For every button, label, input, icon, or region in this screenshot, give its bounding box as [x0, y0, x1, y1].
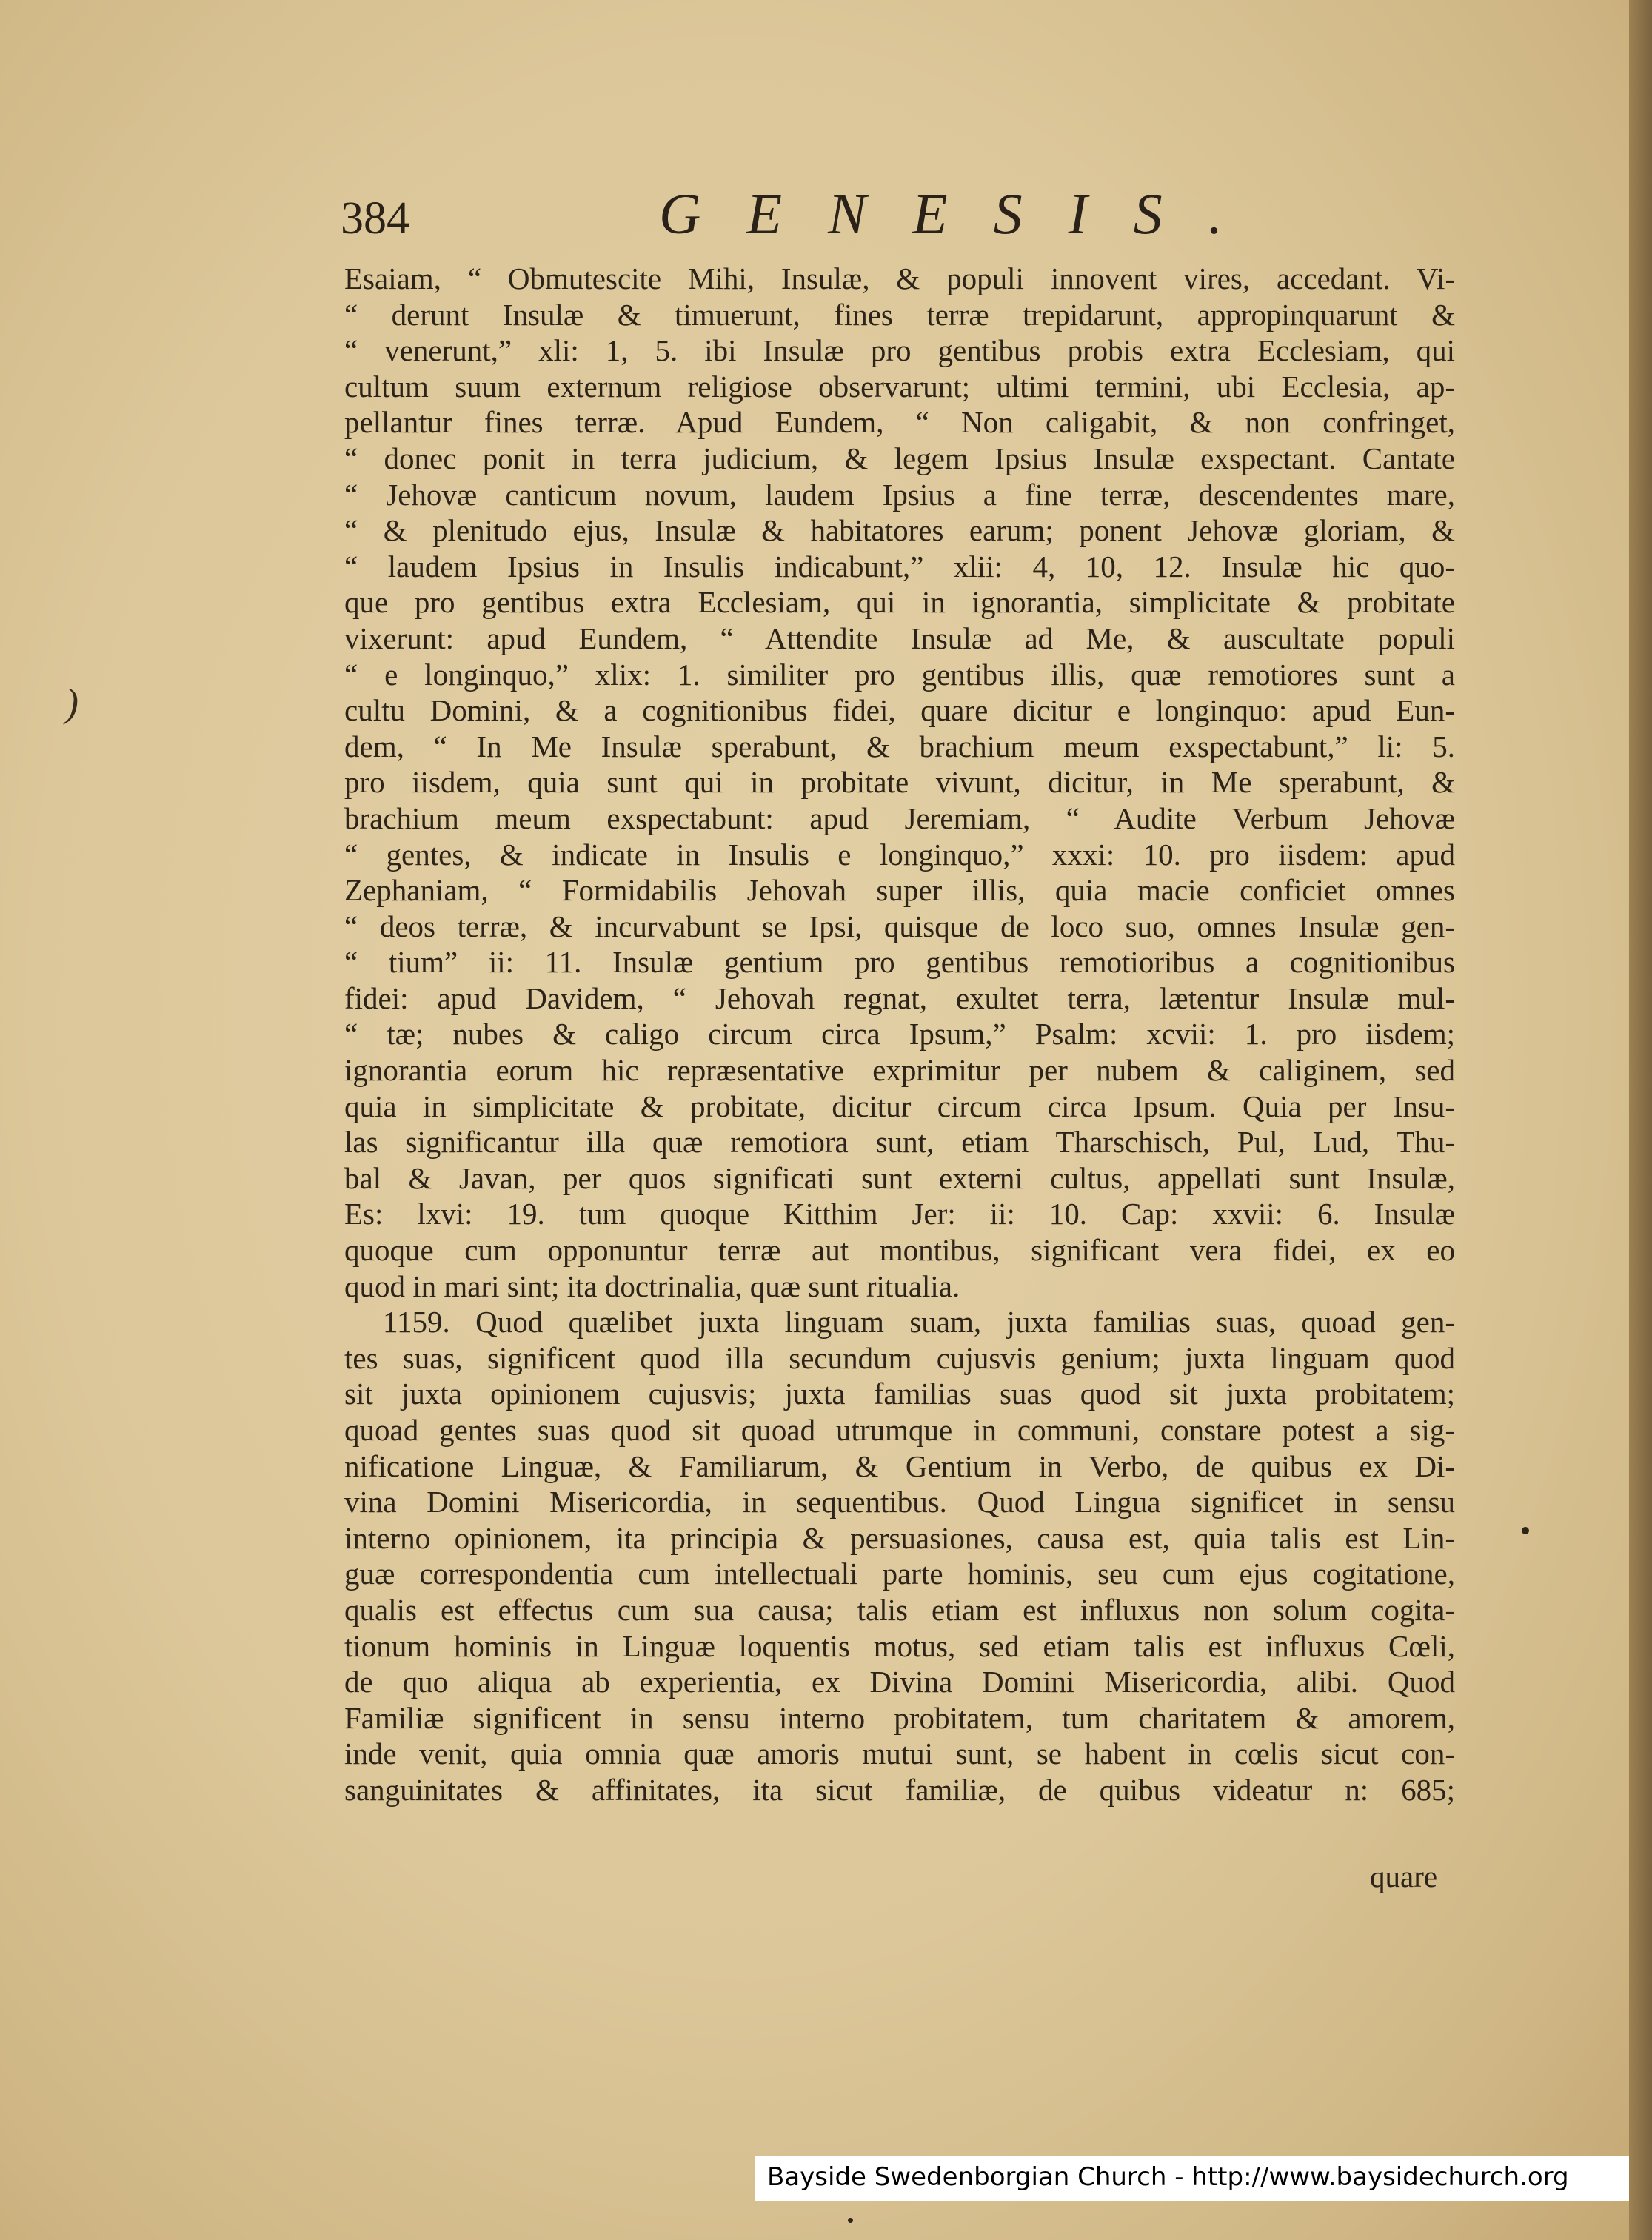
text-line: Familiæ significent in sensu interno probitatem, tum charitatem & amorem,	[344, 1700, 1455, 1735]
text-line: nificatione Linguæ, & Familiarum, & Gentium in Verbo, de quibus ex Di-	[344, 1448, 1455, 1483]
text-line: guæ correspondentia cum intellectuali parte hominis, seu cum ejus cogitatione,	[344, 1557, 1455, 1591]
watermark-text: Bayside Swedenborgian Church - http://www.baysidechurch.org	[767, 2162, 1569, 2192]
text-line: sanguinitates & affinitates, ita sicut familiæ, de quibus videatur n: 685;	[344, 1772, 1455, 1807]
text-line: tes suas, significent quod illa secundum cujusvis genium; juxta linguam quod	[344, 1340, 1455, 1375]
text-line: “ donec ponit in terra judicium, & legem Ipsius Insulæ exspectant. Cantate	[344, 441, 1455, 475]
text-line: interno opinionem, ita principia & persuasiones, causa est, quia talis est Lin-	[344, 1520, 1455, 1555]
text-line: “ derunt Insulæ & timuerunt, fines terræ trepidarunt, appropinquarunt &	[344, 297, 1455, 332]
text-line: quoque cum opponuntur terræ aut montibus, significant vera fidei, ex eo	[344, 1233, 1455, 1268]
running-title: GENESIS.	[659, 181, 1269, 246]
text-line: quoad gentes suas quod sit quoad utrumque in communi, constare potest a sig-	[344, 1413, 1455, 1447]
text-line: qualis est effectus cum sua causa; talis etiam est influxus non solum cogita-	[344, 1592, 1455, 1627]
ink-speck	[848, 2218, 853, 2223]
text-line: Esaiam, “ Obmutescite Mihi, Insulæ, & populi innovent vires, accedant. Vi-	[344, 261, 1455, 295]
text-line: fidei: apud Davidem, “ Jehovah regnat, exultet terra, lætentur Insulæ mul-	[344, 980, 1455, 1015]
margin-pencil-mark: )	[65, 681, 78, 725]
text-line: “ deos terræ, & incurvabunt se Ipsi, quisque de loco suo, omnes Insulæ gen-	[344, 909, 1455, 943]
text-line: quia in simplicitate & probitate, dicitur circum circa Ipsum. Quia per Insu-	[344, 1089, 1455, 1123]
paragraph-start-line: 1159. Quod quælibet juxta linguam suam, juxta familias suas, quoad gen-	[383, 1305, 1455, 1340]
text-line: sit juxta opinionem cujusvis; juxta familias suas quod sit juxta probitatem;	[344, 1377, 1455, 1411]
text-line: bal & Javan, per quos significati sunt externi cultus, appellati sunt Insulæ,	[344, 1160, 1455, 1195]
text-line: Es: lxvi: 19. tum quoque Kitthim Jer: ii: 10. Cap: xxvii: 6. Insulæ	[344, 1197, 1455, 1231]
text-line: que pro gentibus extra Ecclesiam, qui in ignorantia, simplicitate & probitate	[344, 585, 1455, 620]
text-line: vixerunt: apud Eundem, “ Attendite Insulæ ad Me, & auscultate populi	[344, 621, 1455, 655]
text-line: “ tæ; nubes & caligo circum circa Ipsum,” Psalm: xcvii: 1. pro iisdem;	[344, 1017, 1455, 1052]
text-line: Zephaniam, “ Formidabilis Jehovah super illis, quia macie conficiet omnes	[344, 873, 1455, 908]
text-line: “ gentes, & indicate in Insulis e longinquo,” xxxi: 10. pro iisdem: apud	[344, 837, 1455, 872]
text-line: pro iisdem, quia sunt qui in probitate vivunt, dicitur, in Me sperabunt, &	[344, 765, 1455, 800]
text-line: brachium meum exspectabunt: apud Jeremiam, “ Audite Verbum Jehovæ	[344, 800, 1455, 835]
text-line: “ tium” ii: 11. Insulæ gentium pro gentibus remotioribus a cognitionibus	[344, 945, 1455, 980]
text-line: ignorantia eorum hic repræsentative exprimitur per nubem & caliginem, sed	[344, 1053, 1455, 1088]
text-line: de quo aliqua ab experientia, ex Divina Domini Misericordia, alibi. Quod	[344, 1665, 1455, 1699]
page-header	[341, 178, 1451, 252]
text-line: “ laudem Ipsius in Insulis indicabunt,” xlii: 4, 10, 12. Insulæ hic quo-	[344, 549, 1455, 584]
text-line: tionum hominis in Linguæ loquentis motus, sed etiam talis est influxus Cœli,	[344, 1628, 1455, 1663]
text-line: cultu Domini, & a cognitionibus fidei, quare dicitur e longinquo: apud Eun-	[344, 693, 1455, 728]
text-line: vina Domini Misericordia, in sequentibus. Quod Lingua significet in sensu	[344, 1485, 1455, 1519]
text-line: “ venerunt,” xli: 1, 5. ibi Insulæ pro gentibus probis extra Ecclesiam, qui	[344, 333, 1455, 368]
text-line: quod in mari sint; ita doctrinalia, quæ sunt ritualia.	[344, 1268, 960, 1303]
body-text	[344, 261, 1455, 1808]
text-line: pellantur fines terræ. Apud Eundem, “ Non caligabit, & non confringet,	[344, 405, 1455, 440]
ink-speck	[1522, 1527, 1529, 1534]
text-line: dem, “ In Me Insulæ sperabunt, & brachium meum exspectabunt,” li: 5.	[344, 729, 1455, 763]
text-line: inde venit, quia omnia quæ amoris mutui sunt, se habent in cœlis sicut con-	[344, 1736, 1455, 1771]
page-number: 384	[341, 193, 409, 244]
catchword: quare	[1370, 1859, 1438, 1893]
text-line: cultum suum externum religiose observarunt; ultimi termini, ubi Ecclesia, ap-	[344, 369, 1455, 404]
text-line: “ & plenitudo ejus, Insulæ & habitatores earum; ponent Jehovæ gloriam, &	[344, 513, 1455, 548]
page-edge	[1629, 0, 1652, 2240]
text-line: las significantur illa quæ remotiora sunt, etiam Tharschisch, Pul, Lud, Thu-	[344, 1125, 1455, 1160]
text-line: “ Jehovæ canticum novum, laudem Ipsius a fine terræ, descendentes mare,	[344, 477, 1455, 512]
text-line: “ e longinquo,” xlix: 1. similiter pro gentibus illis, quæ remotiores sunt a	[344, 657, 1455, 692]
